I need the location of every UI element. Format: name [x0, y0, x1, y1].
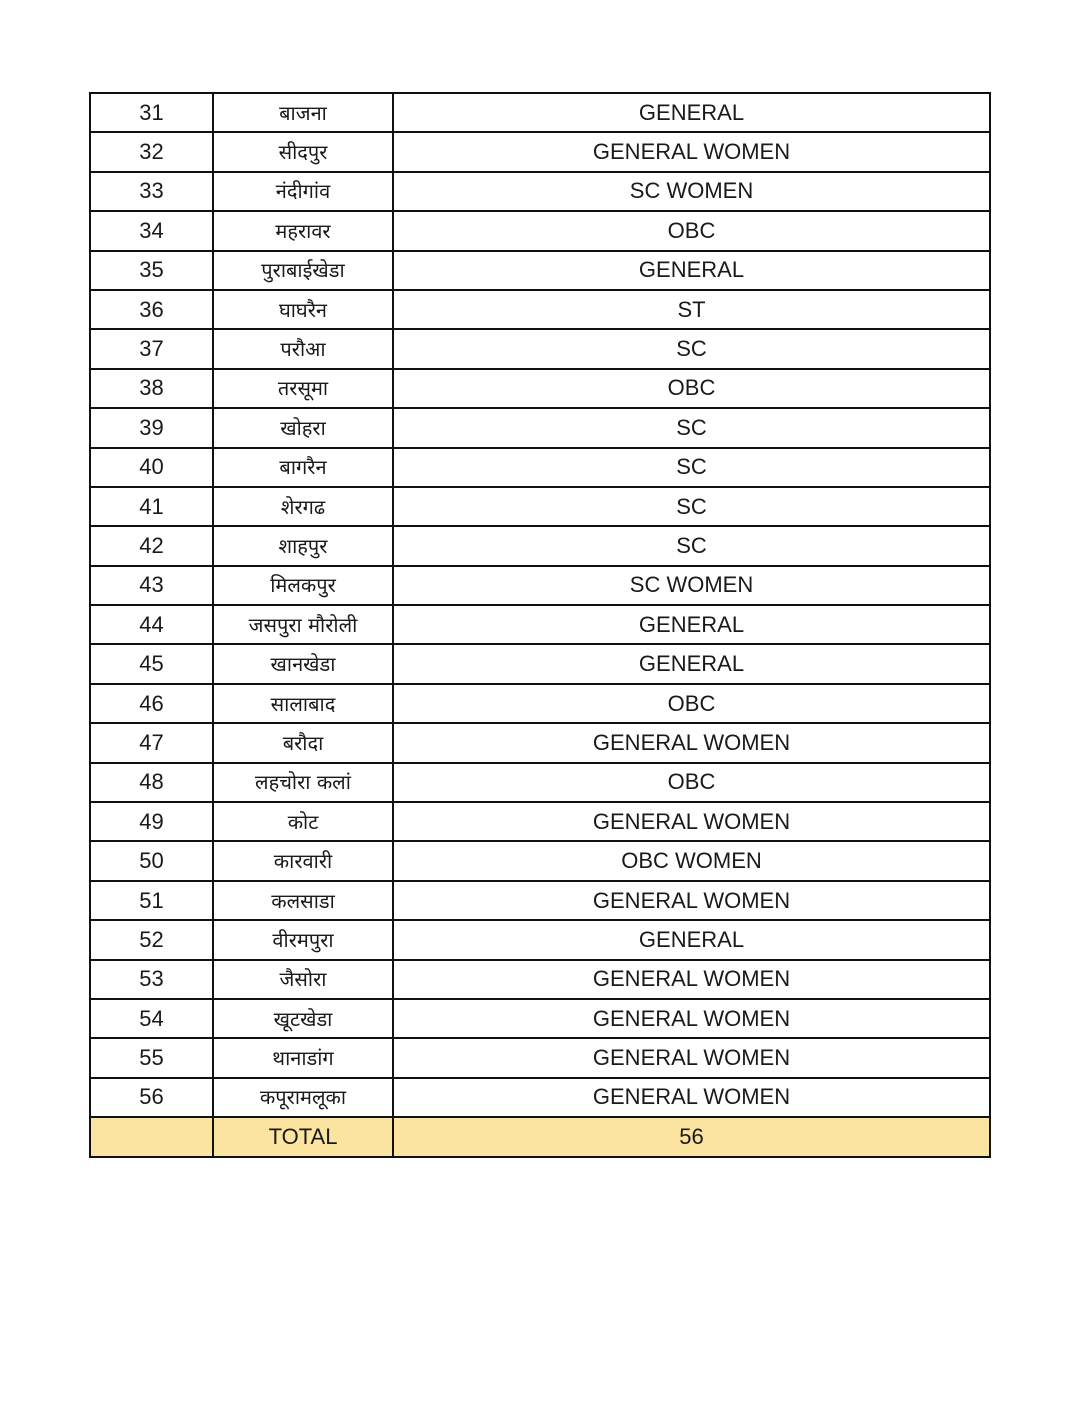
table-row [90, 369, 990, 408]
reservation-category-cell: GENERAL WOMEN [393, 132, 990, 171]
village-name-cell: बरौदा [213, 723, 393, 762]
table-row [90, 251, 990, 290]
table-row [90, 329, 990, 368]
serial-number-cell: 55 [90, 1038, 213, 1077]
serial-number-cell: 50 [90, 841, 213, 880]
reservation-category-cell: OBC [393, 684, 990, 723]
serial-number-cell: 41 [90, 487, 213, 526]
village-name-cell: कलसाडा [213, 881, 393, 920]
village-name-cell: खानखेडा [213, 644, 393, 683]
table-row [90, 723, 990, 762]
village-name-cell: नंदीगांव [213, 172, 393, 211]
total-num-cell [90, 1117, 213, 1156]
village-name-cell: परौआ [213, 329, 393, 368]
village-name-cell: बागरैन [213, 448, 393, 487]
reservation-category-cell: GENERAL [393, 251, 990, 290]
serial-number-cell: 56 [90, 1078, 213, 1117]
village-name-cell: शेरगढ [213, 487, 393, 526]
table-row [90, 487, 990, 526]
serial-number-cell: 49 [90, 802, 213, 841]
reservation-category-cell: OBC [393, 763, 990, 802]
reservation-category-cell: SC [393, 329, 990, 368]
village-name-cell: कोट [213, 802, 393, 841]
village-name-cell: पुराबाईखेडा [213, 251, 393, 290]
reservation-category-cell: OBC [393, 211, 990, 250]
table-row [90, 920, 990, 959]
village-name-cell: मिलकपुर [213, 566, 393, 605]
table-row [90, 1078, 990, 1117]
table-row [90, 290, 990, 329]
document-page [89, 92, 989, 1158]
serial-number-cell: 54 [90, 999, 213, 1038]
serial-number-cell: 38 [90, 369, 213, 408]
table-row [90, 172, 990, 211]
total-value-cell: 56 [393, 1117, 990, 1156]
reservation-category-cell: GENERAL WOMEN [393, 999, 990, 1038]
village-name-cell: कपूरामलूका [213, 1078, 393, 1117]
serial-number-cell: 33 [90, 172, 213, 211]
serial-number-cell: 51 [90, 881, 213, 920]
reservation-category-cell: SC [393, 408, 990, 447]
serial-number-cell: 40 [90, 448, 213, 487]
table-row [90, 408, 990, 447]
reservation-category-cell: GENERAL WOMEN [393, 1038, 990, 1077]
village-name-cell: महरावर [213, 211, 393, 250]
reservation-category-cell: GENERAL [393, 644, 990, 683]
table-row [90, 211, 990, 250]
table-row [90, 448, 990, 487]
reservation-category-cell: ST [393, 290, 990, 329]
village-name-cell: सीदपुर [213, 132, 393, 171]
serial-number-cell: 35 [90, 251, 213, 290]
table-row [90, 841, 990, 880]
village-name-cell: वीरमपुरा [213, 920, 393, 959]
village-name-cell: बाजना [213, 93, 393, 132]
serial-number-cell: 48 [90, 763, 213, 802]
table-row [90, 1038, 990, 1077]
table-row [90, 763, 990, 802]
reservation-category-cell: GENERAL WOMEN [393, 881, 990, 920]
serial-number-cell: 52 [90, 920, 213, 959]
reservation-category-cell: GENERAL WOMEN [393, 960, 990, 999]
table-row [90, 605, 990, 644]
reservation-category-cell: GENERAL [393, 605, 990, 644]
village-name-cell: घाघरैन [213, 290, 393, 329]
village-name-cell: जैसोरा [213, 960, 393, 999]
table-row [90, 881, 990, 920]
serial-number-cell: 39 [90, 408, 213, 447]
serial-number-cell: 37 [90, 329, 213, 368]
reservation-category-cell: GENERAL [393, 93, 990, 132]
serial-number-cell: 36 [90, 290, 213, 329]
serial-number-cell: 43 [90, 566, 213, 605]
serial-number-cell: 32 [90, 132, 213, 171]
serial-number-cell: 53 [90, 960, 213, 999]
serial-number-cell: 31 [90, 93, 213, 132]
table-row [90, 132, 990, 171]
total-row [90, 1117, 990, 1156]
village-name-cell: कारवारी [213, 841, 393, 880]
village-name-cell: जसपुरा मौरोली [213, 605, 393, 644]
reservation-category-cell: SC WOMEN [393, 172, 990, 211]
table-row [90, 566, 990, 605]
serial-number-cell: 42 [90, 526, 213, 565]
reservation-category-cell: SC [393, 448, 990, 487]
reservation-category-cell: OBC WOMEN [393, 841, 990, 880]
reservation-category-cell: GENERAL WOMEN [393, 723, 990, 762]
reservation-category-cell: SC [393, 487, 990, 526]
serial-number-cell: 44 [90, 605, 213, 644]
village-name-cell: थानाडांग [213, 1038, 393, 1077]
total-label-cell: TOTAL [213, 1117, 393, 1156]
serial-number-cell: 34 [90, 211, 213, 250]
table-row [90, 684, 990, 723]
table-row [90, 999, 990, 1038]
reservation-category-cell: SC [393, 526, 990, 565]
serial-number-cell: 46 [90, 684, 213, 723]
table-body [90, 93, 990, 1157]
table-row [90, 802, 990, 841]
reservation-category-cell: GENERAL WOMEN [393, 1078, 990, 1117]
table-row [90, 93, 990, 132]
reservation-category-cell: SC WOMEN [393, 566, 990, 605]
village-name-cell: खूटखेडा [213, 999, 393, 1038]
reservation-category-cell: OBC [393, 369, 990, 408]
table-row [90, 526, 990, 565]
reservation-category-cell: GENERAL [393, 920, 990, 959]
village-name-cell: शाहपुर [213, 526, 393, 565]
reservation-category-cell: GENERAL WOMEN [393, 802, 990, 841]
reservation-table [89, 92, 991, 1158]
table-row [90, 960, 990, 999]
serial-number-cell: 47 [90, 723, 213, 762]
serial-number-cell: 45 [90, 644, 213, 683]
village-name-cell: लहचोरा कलां [213, 763, 393, 802]
village-name-cell: खोहरा [213, 408, 393, 447]
village-name-cell: सालाबाद [213, 684, 393, 723]
village-name-cell: तरसूमा [213, 369, 393, 408]
table-row [90, 644, 990, 683]
